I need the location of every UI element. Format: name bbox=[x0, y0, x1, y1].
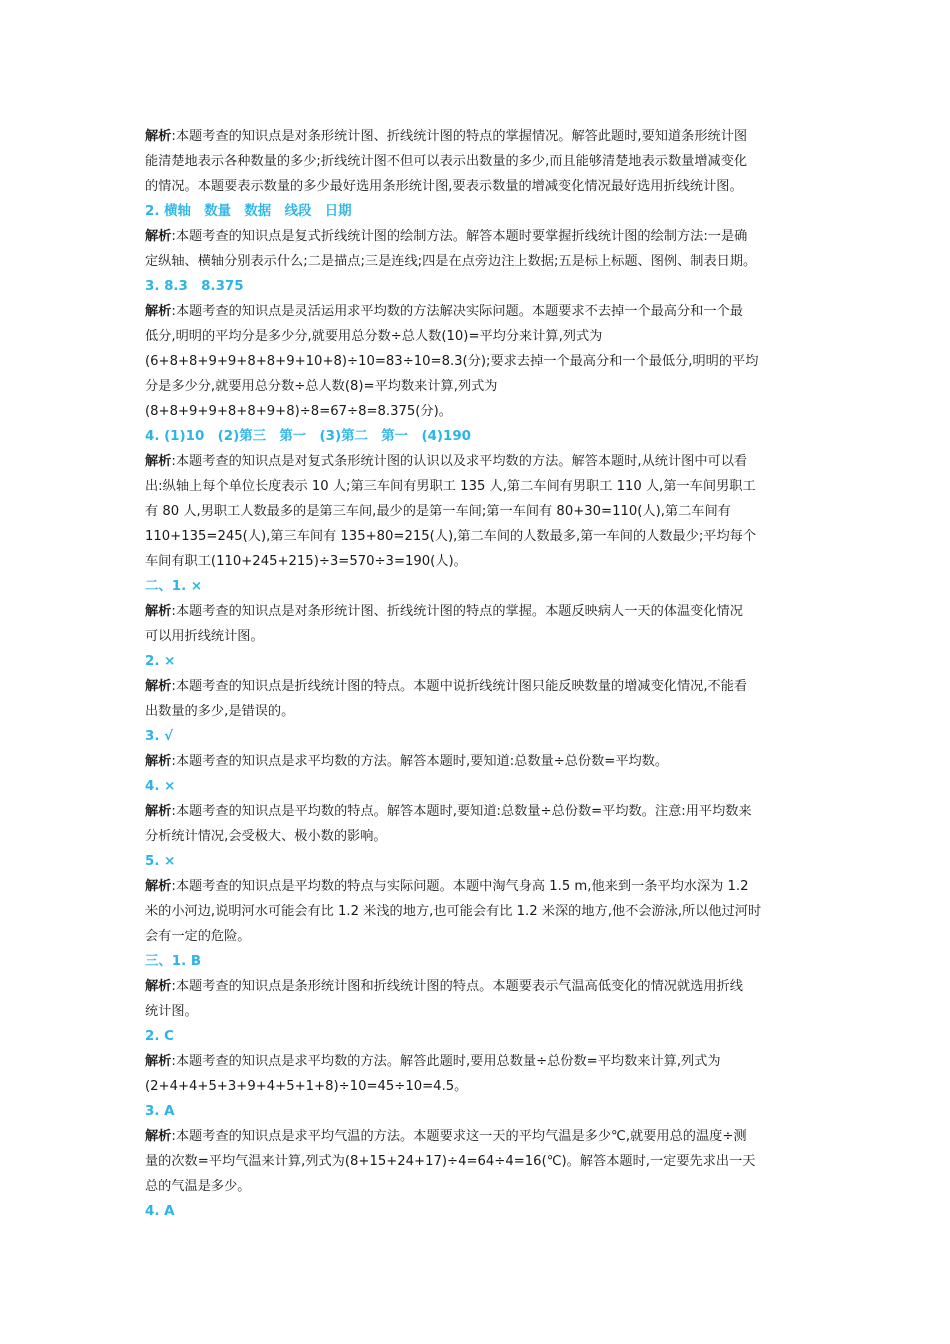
explanation-line bbox=[145, 224, 807, 249]
explanation-line bbox=[145, 874, 807, 899]
explanation-text: 车间有职工(110+245+215)÷3=570÷3=190(人)。 bbox=[145, 554, 467, 569]
explanation-line bbox=[145, 249, 807, 274]
explanation-line bbox=[145, 674, 807, 699]
explanation-line bbox=[145, 924, 807, 949]
explanation-text: 的情况。本题要表示数量的多少最好选用条形统计图,要表示数量的增减变化情况最好选用折线统计图。 bbox=[145, 179, 743, 194]
explanation-text: :本题考查的知识点是对条形统计图、折线统计图的特点的掌握情况。解答此题时,要知道条形统计图 bbox=[171, 129, 748, 144]
explanation-text: :本题考查的知识点是灵活运用求平均数的方法解决实际问题。本题要求不去掉一个最高分和一个最 bbox=[171, 304, 743, 319]
explanation-line bbox=[145, 399, 807, 424]
explanation-text: 低分,明明的平均分是多少分,就要用总分数÷总人数(10)=平均分来计算,列式为 bbox=[145, 329, 603, 344]
explanation-text: :本题考查的知识点是平均数的特点与实际问题。本题中淘气身高 1.5 m,他来到一条平均水深为 1.2 bbox=[171, 879, 749, 894]
explanation-label: 解析 bbox=[145, 754, 172, 769]
explanation-line bbox=[145, 499, 807, 524]
explanation-text: :本题考查的知识点是对复式条形统计图的认识以及求平均数的方法。解答本题时,从统计图中可以看 bbox=[171, 454, 748, 469]
explanation-text: 量的次数=平均气温来计算,列式为(8+15+24+17)÷4=64÷4=16(℃)。解答本题时,一定要先求出一天 bbox=[145, 1154, 756, 1169]
answer-key-line: 5. × bbox=[145, 854, 176, 869]
explanation-line bbox=[145, 1124, 807, 1149]
explanation-text: 总的气温是多少。 bbox=[145, 1179, 251, 1194]
answer-key-line: 4. × bbox=[145, 779, 176, 794]
explanation-label: 解析 bbox=[145, 979, 172, 994]
explanation-line bbox=[145, 799, 807, 824]
explanation-text: 110+135=245(人),第三车间有 135+80=215(人),第二车间的人数最多,第一车间的人数最少;平均每个 bbox=[145, 529, 757, 544]
explanation-text: 分是多少分,就要用总分数÷总人数(8)=平均数来计算,列式为 bbox=[145, 379, 498, 394]
explanation-text: :本题考查的知识点是对条形统计图、折线统计图的特点的掌握。本题反映病人一天的体温变化情况 bbox=[171, 604, 743, 619]
answer-page bbox=[145, 124, 807, 1224]
explanation-line bbox=[145, 1174, 807, 1199]
explanation-label: 解析 bbox=[145, 129, 172, 144]
explanation-text: 会有一定的危险。 bbox=[145, 929, 251, 944]
explanation-text: :本题考查的知识点是求平均数的方法。解答本题时,要知道:总数量÷总份数=平均数。 bbox=[171, 754, 669, 769]
explanation-line bbox=[145, 749, 807, 774]
explanation-line bbox=[145, 124, 807, 149]
explanation-label: 解析 bbox=[145, 1129, 172, 1144]
explanation-line bbox=[145, 899, 807, 924]
explanation-label: 解析 bbox=[145, 454, 172, 469]
answer-key-line: 三、1. B bbox=[145, 954, 202, 969]
explanation-label: 解析 bbox=[145, 679, 172, 694]
explanation-line bbox=[145, 524, 807, 549]
explanation-label: 解析 bbox=[145, 304, 172, 319]
explanation-line bbox=[145, 1049, 807, 1074]
explanation-line bbox=[145, 624, 807, 649]
answer-key-line: 二、1. × bbox=[145, 579, 203, 594]
explanation-text: 分析统计情况,会受极大、极小数的影响。 bbox=[145, 829, 387, 844]
explanation-text: (6+8+8+9+9+8+8+9+10+8)÷10=83÷10=8.3(分);要求去掉一个最高分和一个最低分,明明的平均 bbox=[145, 354, 759, 369]
explanation-line bbox=[145, 1149, 807, 1174]
answer-key-line: 2. × bbox=[145, 654, 176, 669]
explanation-text: 统计图。 bbox=[145, 1004, 198, 1019]
explanation-text: 出数量的多少,是错误的。 bbox=[145, 704, 295, 719]
explanation-text: :本题考查的知识点是复式折线统计图的绘制方法。解答本题时要掌握折线统计图的绘制方法:一是确 bbox=[171, 229, 748, 244]
explanation-text: (8+8+9+9+8+8+9+8)÷8=67÷8=8.375(分)。 bbox=[145, 404, 452, 419]
explanation-text: 出:纵轴上每个单位长度表示 10 人;第三车间有男职工 135 人,第二车间有男职工 110 人,第一车间男职工 bbox=[145, 479, 756, 494]
answer-key-line: 2. 横轴 数量 数据 线段 日期 bbox=[145, 204, 352, 219]
explanation-line bbox=[145, 299, 807, 324]
explanation-line bbox=[145, 174, 807, 199]
explanation-text: :本题考查的知识点是求平均数的方法。解答此题时,要用总数量÷总份数=平均数来计算,列式为 bbox=[171, 1054, 721, 1069]
answer-key-line: 2. C bbox=[145, 1029, 174, 1044]
explanation-text: 米的小河边,说明河水可能会有比 1.2 米浅的地方,也可能会有比 1.2 米深的地方,他不会游泳,所以他过河时 bbox=[145, 904, 762, 919]
explanation-line bbox=[145, 374, 807, 399]
explanation-line bbox=[145, 699, 807, 724]
explanation-line bbox=[145, 599, 807, 624]
explanation-text: 有 80 人,男职工人数最多的是第三车间,最少的是第一车间;第一车间有 80+30=110(人),第二车间有 bbox=[145, 504, 731, 519]
answer-key-line: 3. 8.3 8.375 bbox=[145, 279, 244, 294]
explanation-text: 定纵轴、横轴分别表示什么;二是描点;三是连线;四是在点旁边注上数据;五是标上标题、图例、制表日期。 bbox=[145, 254, 757, 269]
answer-key-line: 4. (1)10 (2)第三 第一 (3)第二 第一 (4)190 bbox=[145, 429, 471, 444]
explanation-text: :本题考查的知识点是平均数的特点。解答本题时,要知道:总数量÷总份数=平均数。注意:用平均数来 bbox=[171, 804, 752, 819]
explanation-label: 解析 bbox=[145, 604, 172, 619]
explanation-text: :本题考查的知识点是条形统计图和折线统计图的特点。本题要表示气温高低变化的情况就选用折线 bbox=[171, 979, 743, 994]
explanation-line bbox=[145, 1074, 807, 1099]
explanation-label: 解析 bbox=[145, 1054, 172, 1069]
explanation-line bbox=[145, 449, 807, 474]
explanation-line bbox=[145, 824, 807, 849]
answer-key-line: 3. A bbox=[145, 1104, 175, 1119]
answer-key-line: 3. √ bbox=[145, 729, 173, 744]
explanation-label: 解析 bbox=[145, 229, 172, 244]
explanation-text: (2+4+4+5+3+9+4+5+1+8)÷10=45÷10=4.5。 bbox=[145, 1079, 468, 1094]
explanation-text: :本题考查的知识点是折线统计图的特点。本题中说折线统计图只能反映数量的增减变化情况,不能看 bbox=[171, 679, 748, 694]
explanation-line bbox=[145, 349, 807, 374]
explanation-label: 解析 bbox=[145, 804, 172, 819]
explanation-line bbox=[145, 999, 807, 1024]
explanation-label: 解析 bbox=[145, 879, 172, 894]
explanation-text: 可以用折线统计图。 bbox=[145, 629, 264, 644]
explanation-line bbox=[145, 474, 807, 499]
explanation-text: 能清楚地表示各种数量的多少;折线统计图不但可以表示出数量的多少,而且能够清楚地表示数量增减变化 bbox=[145, 154, 748, 169]
explanation-line bbox=[145, 149, 807, 174]
explanation-line bbox=[145, 324, 807, 349]
explanation-text: :本题考查的知识点是求平均气温的方法。本题要求这一天的平均气温是多少℃,就要用总的温度÷测 bbox=[171, 1129, 747, 1144]
answer-key-line: 4. A bbox=[145, 1204, 175, 1219]
explanation-line bbox=[145, 974, 807, 999]
explanation-line bbox=[145, 549, 807, 574]
